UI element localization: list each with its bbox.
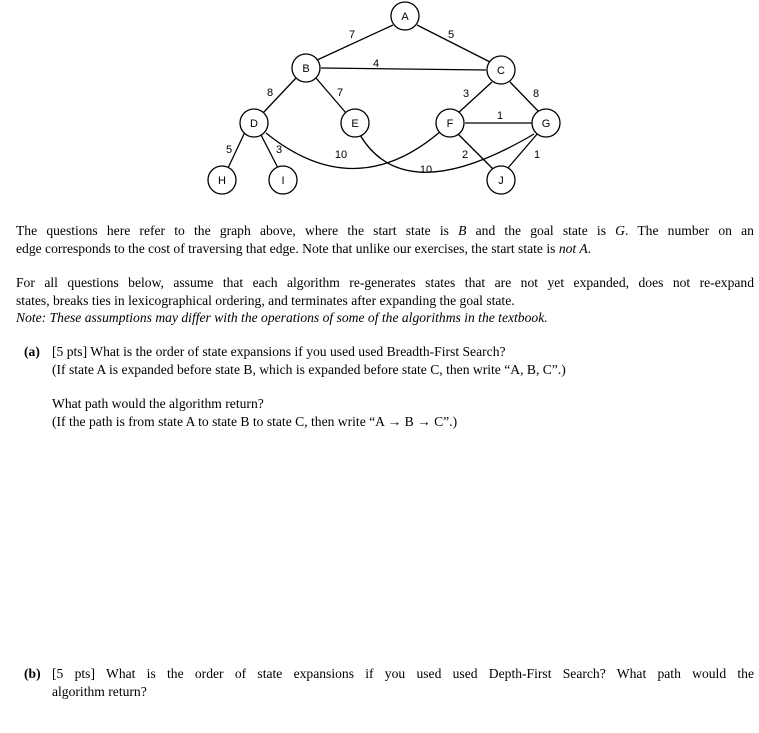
node-E-label: E xyxy=(351,118,359,130)
edge-D-F-cost: 10 xyxy=(334,149,348,161)
question-b-line-1: [5 pts] What is the order of state expansions if you used used Depth-First Search? What path would the xyxy=(52,666,754,681)
edge-E-G-cost: 10 xyxy=(419,164,433,176)
node-B-label: B xyxy=(302,63,310,75)
node-J-label: J xyxy=(498,175,504,187)
edge-B-C xyxy=(321,68,486,70)
edge-B-D-cost: 8 xyxy=(266,87,274,99)
question-b-text xyxy=(52,665,754,700)
search-graph-figure xyxy=(0,0,759,205)
question-a-line-1: [5 pts] What is the order of state expansions if you used used Breadth-First Search? xyxy=(52,344,506,359)
intro-p1-line-1: The questions here refer to the graph above, where the start state is B and the goal state is G. The number on an xyxy=(16,223,754,238)
edge-B-E-cost: 7 xyxy=(336,87,344,99)
question-a-label: (a) xyxy=(24,344,40,359)
edge-B-C-cost: 4 xyxy=(372,58,380,70)
node-F-label: F xyxy=(446,118,454,130)
intro-paragraph-1 xyxy=(16,222,754,257)
node-D-label: D xyxy=(250,118,258,130)
question-b-label: (b) xyxy=(24,666,41,681)
edge-D-I-cost: 3 xyxy=(275,144,283,156)
not-a-emphasis: not A xyxy=(558,240,588,256)
edge-F-G-cost: 1 xyxy=(496,110,504,122)
edge-A-C-cost: 5 xyxy=(447,29,455,41)
node-C-label: C xyxy=(497,65,505,77)
edge-C-G-cost: 8 xyxy=(532,88,540,100)
node-I-label: I xyxy=(281,175,285,187)
question-a-line-3: What path would the algorithm return? xyxy=(52,396,264,411)
start-state: B xyxy=(458,223,467,238)
goal-state: G xyxy=(615,223,625,238)
node-A-label: A xyxy=(401,11,409,23)
intro-paragraph-2 xyxy=(16,274,754,327)
node-G-label: G xyxy=(541,118,551,130)
edge-G-J-cost: 1 xyxy=(533,149,541,161)
question-a-text xyxy=(52,343,754,378)
question-a-line-4: (If the path is from state A to state B to state C, then write “A → B → C”.) xyxy=(52,413,458,429)
intro-p2-line-1: For all questions below, assume that each algorithm re-generates states that are not yet expanded, does not re-expand xyxy=(16,275,754,290)
edge-F-J-cost: 2 xyxy=(461,149,469,161)
edge-D-H-cost: 5 xyxy=(225,144,233,156)
assumptions-note: Note: These assumptions may differ with the operations of some of the algorithms in the textbook. xyxy=(16,310,548,325)
edge-C-F-cost: 3 xyxy=(462,88,470,100)
edge-E-G xyxy=(360,134,534,172)
intro-p2-line-2: states, breaks ties in lexicographical ordering, and terminates after expanding the goal state. xyxy=(16,292,515,308)
question-b-line-2: algorithm return? xyxy=(52,683,147,699)
edge-A-B-cost: 7 xyxy=(348,29,356,41)
node-H-label: H xyxy=(218,175,226,187)
question-a-line-2: (If state A is expanded before state B, which is expanded before state C, then write “A, B, C”.) xyxy=(52,361,566,377)
intro-p1-line-2: edge corresponds to the cost of traversing that edge. Note that unlike our exercises, the start state is not A. xyxy=(16,240,592,256)
question-a-path-text xyxy=(52,395,754,430)
